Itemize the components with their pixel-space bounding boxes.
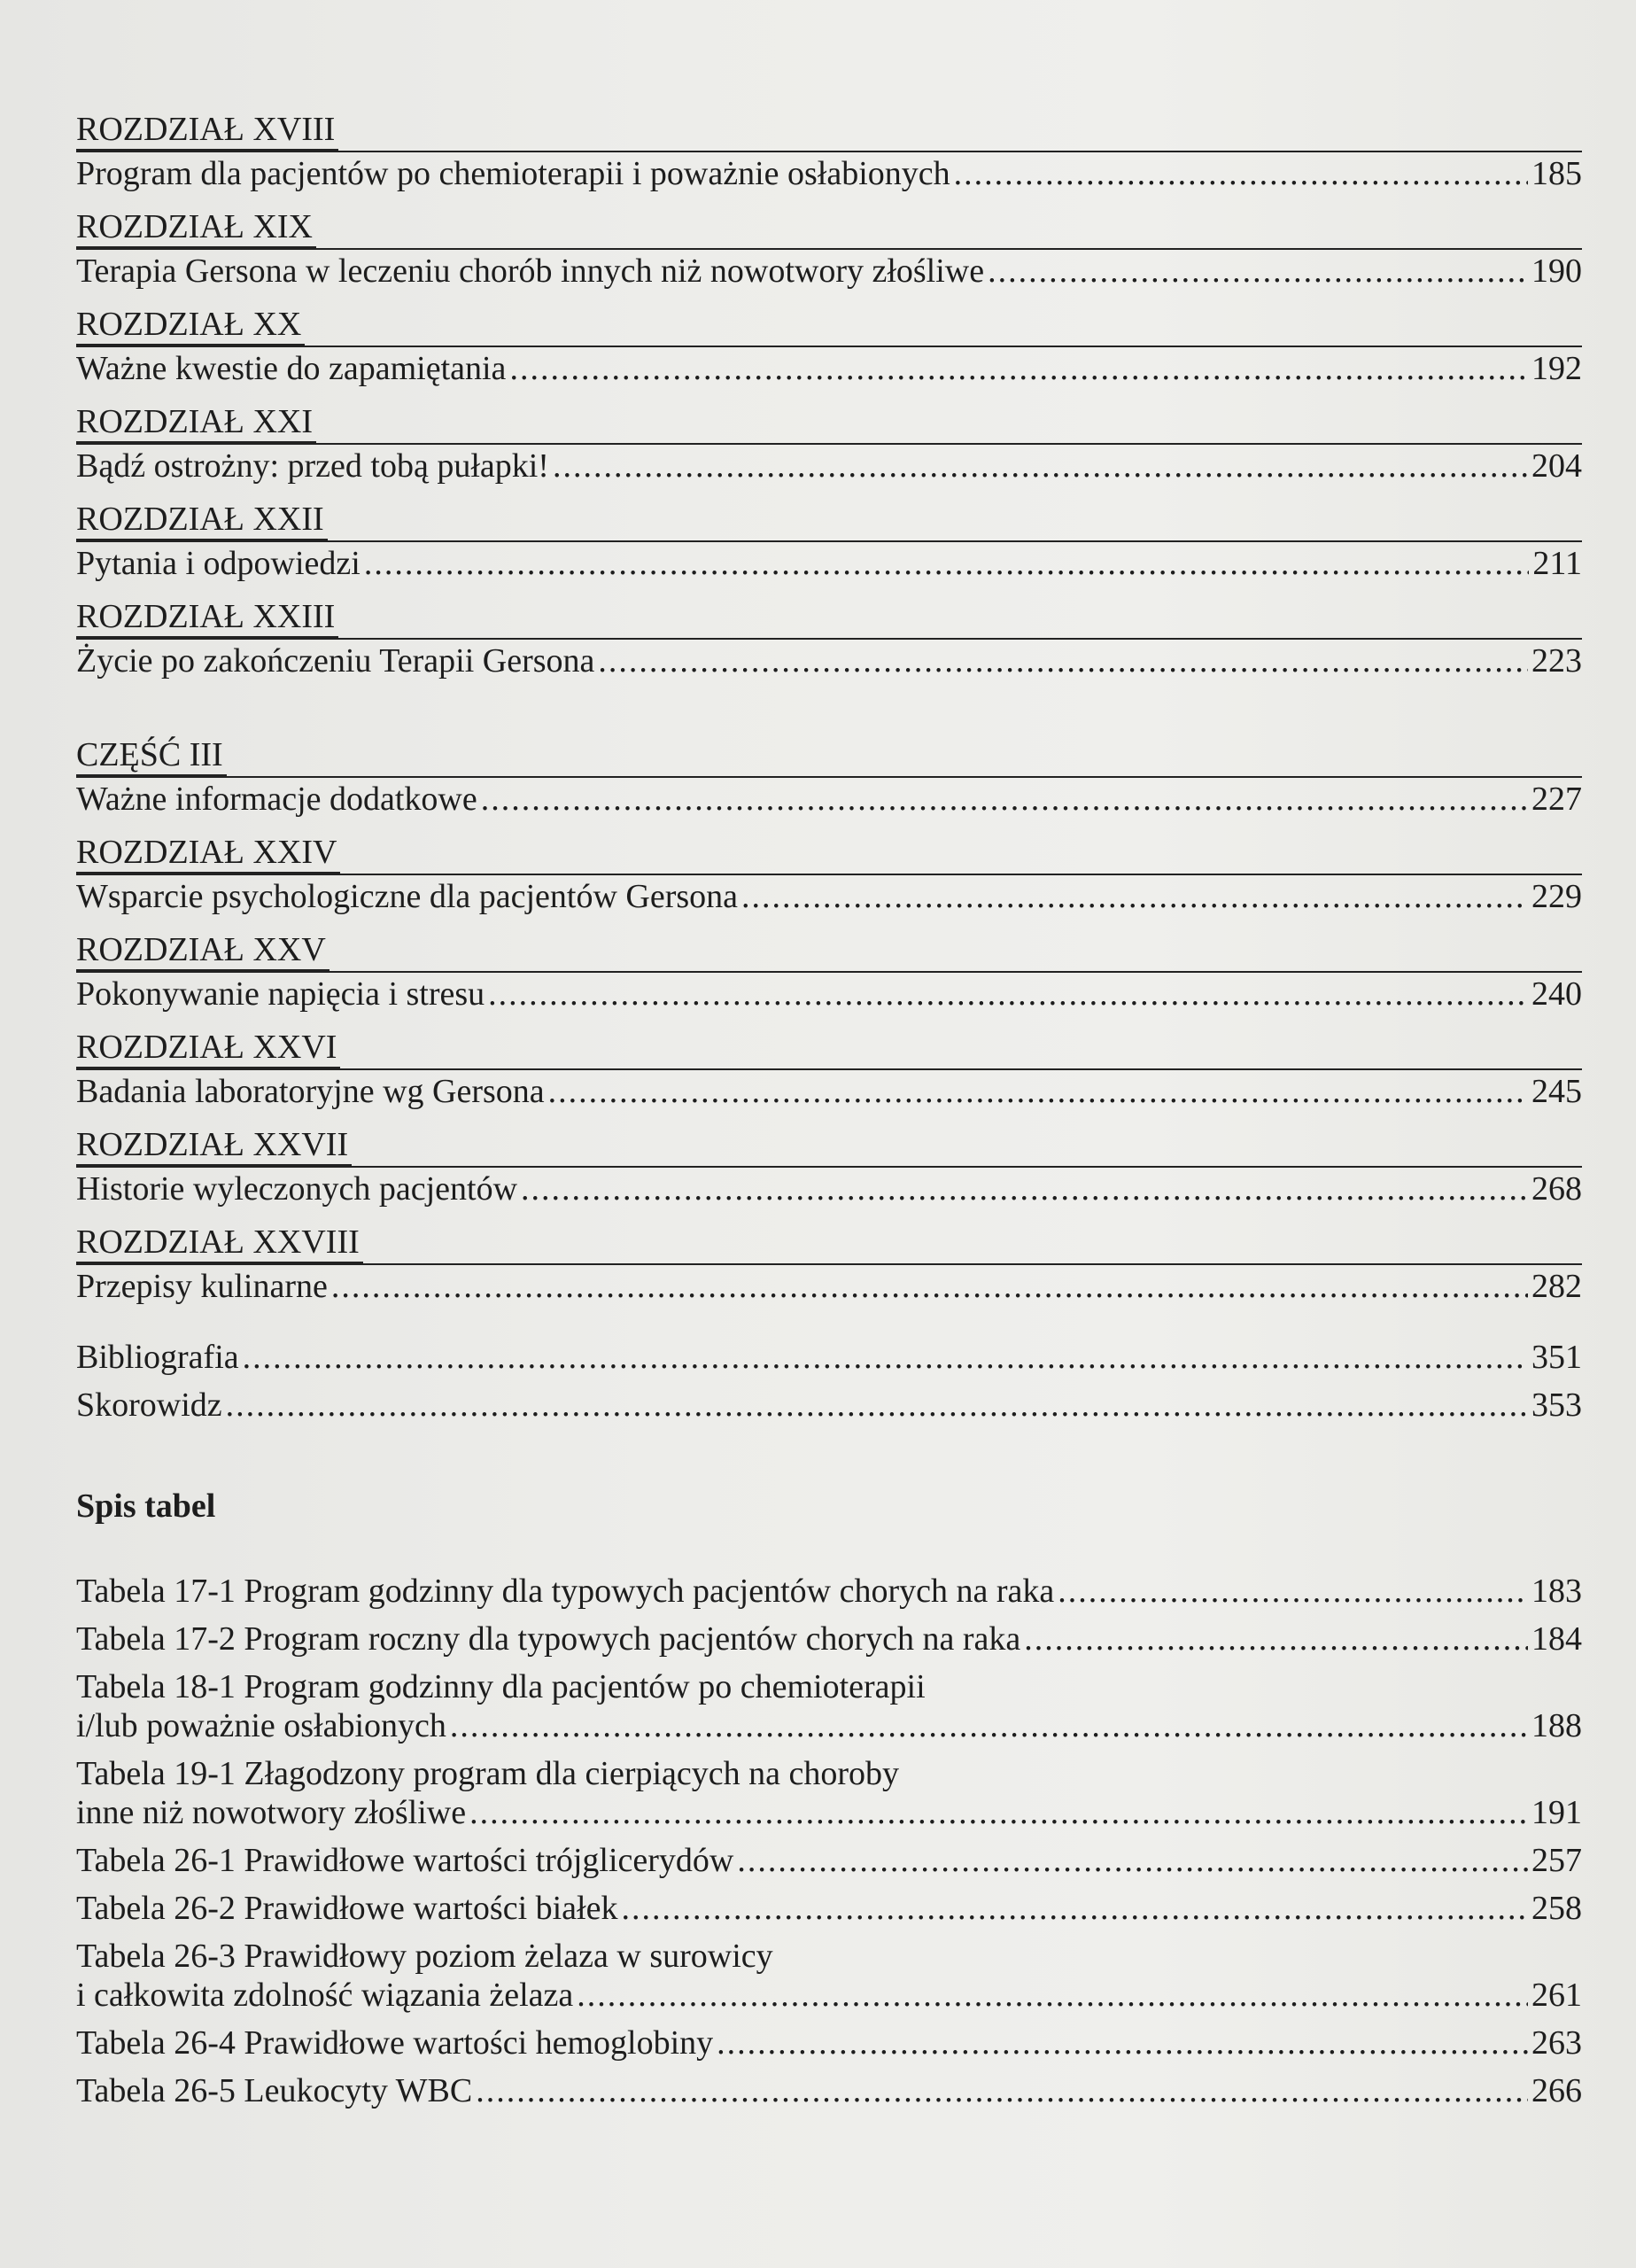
chapter-label: ROZDZIAŁ XXI: [76, 402, 316, 443]
table-entry: [76, 1754, 1582, 1832]
spacer: [76, 689, 1582, 730]
toc-entry: [76, 1338, 1582, 1377]
entry-title: Pytania i odpowiedzi: [76, 545, 361, 582]
chapter-block: [76, 1217, 1582, 1306]
entry-title: Tabela 17-1 Program godzinny dla typowych pacjentów chorych na raka: [76, 1573, 1055, 1610]
dot-leader: [469, 1793, 1528, 1832]
page-number: 245: [1531, 1073, 1582, 1110]
dot-leader: [450, 1706, 1528, 1745]
entry-title: Tabela 26-2 Prawidłowe wartości białek: [76, 1890, 618, 1927]
part2-chapter-list: [76, 105, 1582, 680]
dot-leader: [621, 1889, 1528, 1928]
entry-continuation: [76, 1976, 1582, 2015]
table-entry: [76, 1572, 1582, 1611]
dot-leader: [476, 2071, 1528, 2110]
entry-title: Życie po zakończeniu Terapii Gersona: [76, 642, 595, 680]
dot-leader: [553, 447, 1528, 485]
dot-leader: [717, 2023, 1528, 2062]
back-matter-list: [76, 1338, 1582, 1425]
dot-leader: [521, 1169, 1528, 1208]
toc-entry: [76, 874, 1582, 916]
page-number: 191: [1531, 1794, 1582, 1831]
page-number: 353: [1531, 1386, 1582, 1424]
toc-entry: [76, 540, 1582, 583]
page-number: 211: [1532, 545, 1582, 582]
page-number: 261: [1531, 1977, 1582, 2014]
chapter-block: [76, 299, 1582, 388]
spacer: [76, 1315, 1582, 1338]
table-entry: [76, 2023, 1582, 2062]
chapter-label: ROZDZIAŁ XVIII: [76, 110, 338, 151]
toc-entry: [76, 776, 1582, 819]
page-number: 258: [1531, 1890, 1582, 1927]
page-number: 192: [1531, 350, 1582, 387]
page-number: 204: [1531, 447, 1582, 485]
dot-leader: [741, 877, 1528, 916]
page-number: 190: [1531, 252, 1582, 290]
chapter-label: ROZDZIAŁ XX: [76, 305, 305, 346]
table-entry: [76, 2071, 1582, 2110]
chapter-block: [76, 1120, 1582, 1208]
dot-leader: [1058, 1572, 1528, 1611]
entry-title: Ważne kwestie do zapamiętania: [76, 350, 507, 387]
dot-leader: [577, 1976, 1528, 2015]
chapter-label: ROZDZIAŁ XXVIII: [76, 1223, 363, 1263]
chapter-label: ROZDZIAŁ XXVII: [76, 1125, 352, 1166]
entry-title: Program dla pacjentów po chemioterapii i poważnie osłabionych: [76, 155, 950, 192]
chapter-label: ROZDZIAŁ XXII: [76, 500, 328, 540]
entry-title: Tabela 26-3 Prawidłowy poziom żelaza w surowicy: [76, 1938, 773, 1975]
tables-heading: Spis tabel: [76, 1487, 216, 1525]
entry-title-line2: inne niż nowotwory złośliwe: [76, 1794, 467, 1831]
entry-title: Tabela 17-2 Program roczny dla typowych pacjentów chorych na raka: [76, 1620, 1021, 1658]
page-number: 185: [1531, 155, 1582, 192]
chapter-block: [76, 827, 1582, 916]
toc-entry: [76, 1263, 1582, 1306]
page-number: 240: [1531, 975, 1582, 1013]
dot-leader: [1024, 1619, 1528, 1658]
entry-title: Terapia Gersona w leczeniu chorób innych niż nowotwory złośliwe: [76, 252, 985, 290]
chapter-block: [76, 592, 1582, 680]
entry-title: Przepisy kulinarne: [76, 1268, 328, 1305]
entry-title: Bądź ostrożny: przed tobą pułapki!: [76, 447, 549, 485]
entry-continuation: [76, 1793, 1582, 1832]
chapter-label: ROZDZIAŁ XIX: [76, 207, 316, 248]
toc-entry: [76, 346, 1582, 388]
toc-entry: [76, 248, 1582, 291]
toc-entry: [76, 638, 1582, 680]
part3-chapter-list: [76, 827, 1582, 1306]
toc-entry: [76, 151, 1582, 193]
dot-leader: [364, 544, 1530, 583]
entry-title: Historie wyleczonych pacjentów: [76, 1170, 518, 1208]
dot-leader: [954, 154, 1528, 193]
entry-title: Tabela 26-5 Leukocyty WBC: [76, 2072, 473, 2109]
table-entry: [76, 1937, 1582, 2015]
chapter-block: [76, 397, 1582, 485]
table-entry: [76, 1889, 1582, 1928]
entry-title: Tabela 19-1 Złagodzony program dla cierpiących na choroby: [76, 1755, 900, 1792]
page-number: 282: [1531, 1268, 1582, 1305]
entry-title-line2: i/lub poważnie osłabionych: [76, 1707, 446, 1744]
toc-entry: [76, 443, 1582, 485]
table-entry: [76, 1619, 1582, 1658]
chapter-block: [76, 494, 1582, 583]
page-number: 266: [1531, 2072, 1582, 2109]
page-number: 183: [1531, 1573, 1582, 1610]
chapter-label: ROZDZIAŁ XXV: [76, 930, 330, 971]
dot-leader: [509, 349, 1528, 388]
chapter-label: ROZDZIAŁ XXIV: [76, 833, 340, 874]
dot-leader: [488, 975, 1528, 1014]
entry-continuation: [76, 1706, 1582, 1745]
toc-entry: [76, 1386, 1582, 1425]
entry-title: Ważne informacje dodatkowe: [76, 781, 477, 818]
entry-title: Skorowidz: [76, 1386, 222, 1424]
page-number: 268: [1531, 1170, 1582, 1208]
part-label: CZĘŚĆ III: [76, 735, 227, 776]
page-number: 351: [1531, 1339, 1582, 1376]
dot-leader: [481, 780, 1528, 819]
dot-leader: [331, 1267, 1528, 1306]
toc-entry: [76, 1068, 1582, 1111]
dot-leader: [737, 1841, 1528, 1880]
toc-entry: [76, 1166, 1582, 1208]
page-number: 263: [1531, 2024, 1582, 2062]
table-entry: [76, 1667, 1582, 1745]
page-number: 229: [1531, 878, 1582, 915]
page-number: 188: [1531, 1707, 1582, 1744]
chapter-label: ROZDZIAŁ XXVI: [76, 1028, 340, 1068]
chapter-block: [76, 1022, 1582, 1111]
page-number: 184: [1531, 1620, 1582, 1658]
table-entry: [76, 1841, 1582, 1880]
chapter-block: [76, 925, 1582, 1014]
dot-leader: [243, 1338, 1528, 1377]
toc-entry: [76, 971, 1582, 1014]
tables-list: [76, 1572, 1582, 2110]
dot-leader: [598, 641, 1528, 680]
page-number: 223: [1531, 642, 1582, 680]
entry-title: Tabela 26-1 Prawidłowe wartości trójglicerydów: [76, 1842, 734, 1879]
entry-title: Pokonywanie napięcia i stresu: [76, 975, 485, 1013]
dot-leader: [988, 252, 1528, 291]
chapter-block: [76, 202, 1582, 291]
chapter-label: ROZDZIAŁ XXIII: [76, 597, 338, 638]
chapter-block: [76, 105, 1582, 193]
table-of-contents: [76, 105, 1582, 2119]
dot-leader: [548, 1072, 1528, 1111]
entry-title: Tabela 18-1 Program godzinny dla pacjentów po chemioterapii: [76, 1668, 926, 1705]
part3-block: [76, 730, 1582, 819]
entry-title-line2: i całkowita zdolność wiązania żelaza: [76, 1977, 574, 2014]
entry-title: Tabela 26-4 Prawidłowe wartości hemoglobiny: [76, 2024, 714, 2062]
entry-title: Wsparcie psychologiczne dla pacjentów Gersona: [76, 878, 739, 915]
page-number: 257: [1531, 1842, 1582, 1879]
entry-title: Badania laboratoryjne wg Gersona: [76, 1073, 545, 1110]
page-number: 227: [1531, 781, 1582, 818]
entry-title: Bibliografia: [76, 1339, 239, 1376]
dot-leader: [226, 1386, 1528, 1425]
